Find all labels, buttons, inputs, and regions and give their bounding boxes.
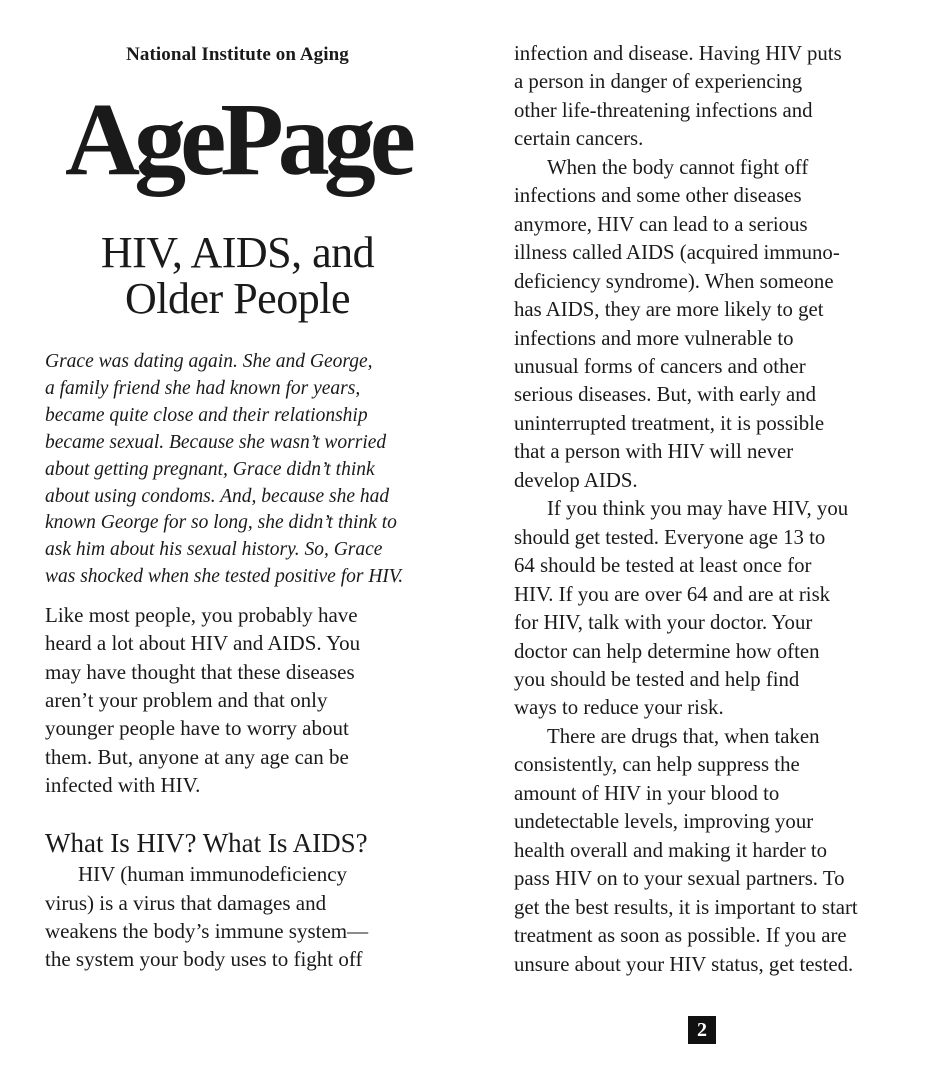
text-line: was shocked when she tested positive for HIV. (45, 566, 404, 588)
right-column (514, 44, 894, 979)
page-title (45, 230, 430, 322)
text-line: a person in danger of experiencing (514, 70, 803, 94)
left-column (45, 44, 430, 973)
text-line: infected with HIV. (45, 772, 201, 797)
text-line: infections and more vulnerable to (514, 326, 794, 350)
text-line: When the body cannot fight off (547, 155, 809, 179)
text-line: you should be tested and help find (514, 667, 800, 691)
text-line: them. But, anyone at any age can be (45, 744, 349, 769)
text-line: pass HIV on to your sexual partners. To (514, 867, 845, 891)
text-line: ask him about his sexual history. So, Grace (45, 539, 383, 561)
text-line: certain cancers. (514, 127, 644, 151)
text-line: develop AIDS. (514, 468, 638, 492)
text-line: about getting pregnant, Grace didn’t think (45, 458, 375, 480)
text-line: illness called AIDS (acquired immuno- (514, 241, 840, 265)
section-paragraph (45, 860, 430, 973)
text-line: Grace was dating again. She and George, (45, 351, 373, 372)
text-line: If you think you may have HIV, you (547, 497, 849, 521)
text-line: other life-threatening infections and (514, 98, 813, 122)
text-line: treatment as soon as possible. If you are (514, 924, 847, 948)
text-line: known George for so long, she didn’t think to (45, 512, 397, 534)
text-line: anymore, HIV can lead to a serious (514, 212, 808, 236)
text-line: aren’t your problem and that only (45, 688, 328, 713)
continued-text (514, 40, 894, 979)
text-line: unsure about your HIV status, get tested. (514, 952, 854, 976)
text-line: get the best results, it is important to start (514, 895, 858, 919)
organization-name: National Institute on Aging (126, 44, 349, 65)
intro-story (45, 349, 430, 591)
text-line: the system your body uses to fight off (45, 947, 363, 972)
text-line: for HIV, talk with your doctor. Your (514, 611, 813, 635)
text-line: There are drugs that, when taken (547, 724, 820, 748)
text-line: has AIDS, they are more likely to get (514, 298, 824, 322)
text-line: should get tested. Everyone age 13 to (514, 525, 826, 549)
text-line: amount of HIV in your blood to (514, 781, 780, 805)
text-line: a family friend she had known for years, (45, 377, 361, 399)
title-line: HIV, AIDS, and (100, 228, 375, 277)
text-line: about using condoms. And, because she had (45, 485, 390, 507)
text-line: virus) is a virus that damages and (45, 890, 327, 915)
text-line: uninterrupted treatment, it is possible (514, 411, 825, 435)
text-line: deficiency syndrome). When someone (514, 269, 834, 293)
text-line: became sexual. Because she wasn’t worried (45, 431, 387, 453)
text-line: ways to reduce your risk. (514, 696, 724, 720)
text-line: that a person with HIV will never (514, 440, 794, 464)
text-line: Like most people, you probably have (45, 603, 358, 628)
text-line: undetectable levels, improving your (514, 810, 814, 834)
text-line: may have thought that these diseases (45, 659, 355, 684)
text-line: serious diseases. But, with early and (514, 383, 817, 407)
text-line: consistently, can help suppress the (514, 753, 800, 777)
text-line: weakens the body’s immune system— (45, 918, 369, 943)
text-line: HIV. If you are over 64 and are at risk (514, 582, 831, 606)
text-line: heard a lot about HIV and AIDS. You (45, 631, 361, 656)
text-line: HIV (human immunodeficiency (78, 862, 348, 887)
text-line: became quite close and their relationship (45, 404, 368, 426)
publication-brand: AgePage (65, 82, 410, 197)
text-line: 64 should be tested at least once for (514, 554, 812, 578)
text-line: health overall and making it harder to (514, 838, 827, 862)
text-line: younger people have to worry about (45, 716, 349, 741)
page-number: 2 (688, 1016, 716, 1044)
title-line: Older People (125, 274, 350, 323)
intro-paragraph (45, 601, 430, 799)
text-line: unusual forms of cancers and other (514, 354, 806, 378)
text-line: infection and disease. Having HIV puts (514, 42, 842, 65)
section-heading: What Is HIV? What Is AIDS? (45, 828, 368, 859)
text-line: doctor can help determine how often (514, 639, 820, 663)
text-line: infections and some other diseases (514, 184, 802, 208)
